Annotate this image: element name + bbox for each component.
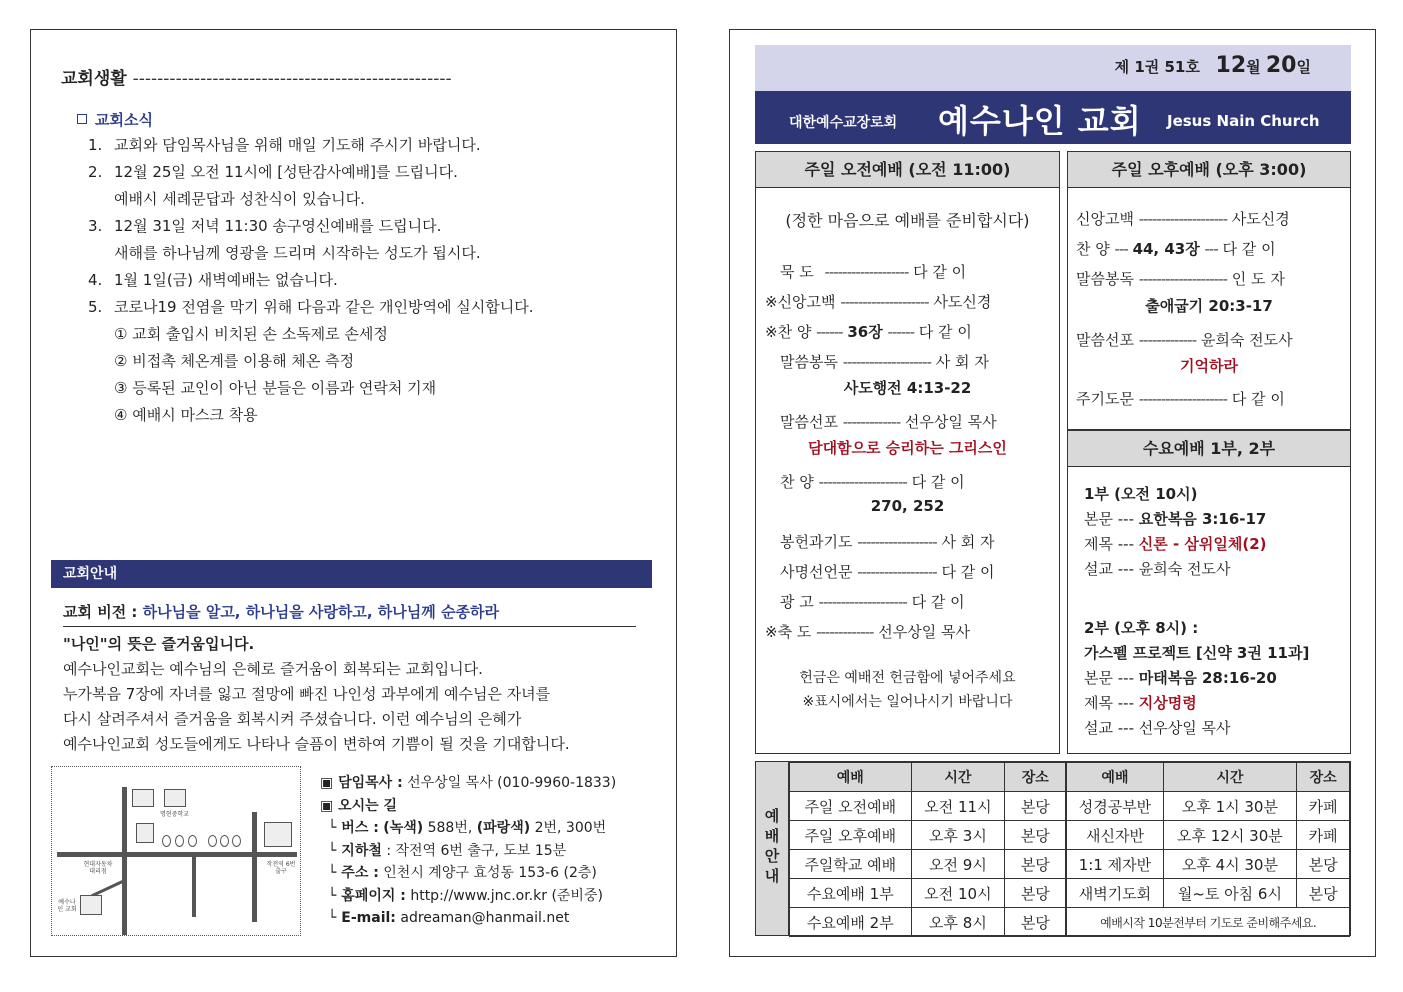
map-building-icon [132, 789, 154, 807]
table-row: 주일 오전예배 오전 11시 본당 성경공부반 오후 1시 30분 카페 [790, 792, 1350, 821]
map-label-church: 예수나인 교회 [57, 899, 77, 913]
pm-order-item: 말씀선포 ------------- 윤희숙 전도사 [1076, 331, 1293, 349]
am-order-item: ※축 도 ------------- 선우상일 목사 [765, 623, 970, 641]
map-road [57, 852, 297, 857]
pm-order-item: 찬 양 --- 44, 43장 --- 다 같 이 [1076, 240, 1276, 258]
am-order-item: 광 고 -------------------- 다 같 이 [780, 593, 965, 611]
wed-part2-heading: 2부 (오후 8시) : [1084, 619, 1199, 637]
location-map [51, 766, 301, 936]
vision-value: 하나님을 알고, 하나님을 사랑하고, 하나님께 순종하라 [142, 603, 499, 621]
issue-date: 제 1권 51호 12월 20일 [1114, 53, 1311, 78]
tree-icon [208, 835, 217, 847]
news-item-continued: 예배시 세례문답과 성찬식이 있습니다. [114, 190, 365, 208]
worship-schedule [755, 761, 1351, 936]
am-order-item: 봉헌과기도 ------------------ 사 회 자 [780, 533, 995, 551]
news-item: 4. 1월 1일(금) 새벽예배는 없습니다. [88, 271, 338, 289]
table-row: 수요예배 1부 오전 10시 본당 새벽기도회 월~토 아침 6시 본당 [790, 879, 1350, 908]
section-title-text: 교회생활 [61, 69, 127, 89]
pm-order-item: 신앙고백 -------------------- 사도신경 [1076, 210, 1290, 228]
homepage-line: └ 홈페이지 : http://www.jnc.or.kr (준비중) [328, 887, 603, 904]
news-list [88, 132, 668, 429]
bus-line: └ 버스 : (녹색) 588번, (파랑색) 2번, 300번 [328, 820, 607, 836]
church-building-icon [80, 895, 102, 915]
church-title-band [755, 91, 1351, 144]
denomination: 대한예수교장로회 [789, 115, 898, 131]
wed-part2-preacher: 설교 --- 선우상일 목사 [1084, 719, 1231, 737]
church-guide-header: 교회안내 [51, 560, 652, 588]
church-info [320, 772, 616, 930]
sunday-afternoon-service [1067, 151, 1351, 430]
tree-icon [188, 835, 197, 847]
wed-part1-heading: 1부 (오전 10시) [1084, 485, 1198, 503]
church-name-english: Jesus Nain Church [1167, 112, 1320, 130]
station-building-icon [264, 822, 292, 847]
issue-date-band [755, 45, 1351, 91]
am-hymns: 270, 252 [870, 497, 945, 515]
tree-icon [232, 835, 241, 847]
church-description: 예수나인교회는 예수님의 은혜로 즐거움이 회복되는 교회입니다. 누가복음 7장에 자녀를 잃고 절망에 빠진 나인성 과부에게 예수님은 자녀를 다시 살려주셔서 즐거움을 회복시켜 주셨습니다. 이런 예수님의 은혜가 예수나인교회 성도들에게도 나타나 슬픔이 변하여 기쁨이 될 것을 기대합니다. [63, 660, 570, 753]
map-building-icon [136, 823, 154, 843]
church-name: 예수나인 교회 [938, 102, 1142, 140]
pm-title: 주일 오후예배 (오후 3:00) [1068, 152, 1350, 188]
volume-number: 제 1권 51호 [1114, 58, 1200, 76]
table-header-row: 예배 시간 장소 예배 시간 장소 [790, 763, 1350, 792]
am-note-offering: 헌금은 예배전 헌금함에 넣어주세요 [799, 670, 1016, 686]
pastor-line: ▣ 담임목사 : 선우상일 목사 (010-9960-1833) [320, 775, 617, 791]
news-subitem: ② 비접촉 체온계를 이용해 체온 측정 [114, 352, 355, 370]
homepage-link[interactable]: http://www.jnc.or.kr (준비중) [410, 887, 603, 904]
table-row: 주일 오후예배 오후 3시 본당 새신자반 오후 12시 30분 카페 [790, 821, 1350, 850]
vision-label: 교회 비전 : [63, 603, 138, 621]
news-subitem: ③ 등록된 교인이 아닌 분들은 이름과 연락처 기재 [114, 379, 437, 397]
map-label-dealer: 현대자동차 대리점 [83, 861, 113, 875]
right-page [729, 29, 1376, 957]
directions-line: ▣ 오시는 길 [320, 797, 398, 814]
news-heading-text: 교회소식 [95, 111, 153, 129]
am-title: 주일 오전예배 (오전 11:00) [756, 152, 1059, 188]
am-order-item: 묵 도 ------------------- 다 같 이 [780, 263, 967, 281]
am-order-item: ※찬 양 ------ 36장 ------ 다 같 이 [765, 323, 972, 341]
am-order-item: ※신앙고백 -------------------- 사도신경 [765, 293, 992, 311]
am-order-item: 말씀선포 ------------- 선우상일 목사 [780, 413, 997, 431]
wed-title: 수요예배 1부, 2부 [1068, 431, 1350, 467]
news-item-continued: 새해를 하나님께 영광을 드리며 시작하는 성도가 됩시다. [114, 244, 481, 262]
schedule-note: 예배시작 10분전부터 기도로 준비해주세요. [1066, 908, 1349, 937]
wed-part1-text: 본문 --- 요한복음 3:16-17 [1084, 510, 1267, 528]
pm-order-item: 주기도문 -------------------- 다 같 이 [1076, 390, 1285, 408]
pm-order-item: 말씀봉독 -------------------- 인 도 자 [1076, 270, 1285, 288]
news-subitem: ④ 예배시 마스크 착용 [114, 406, 258, 424]
am-scripture: 사도행전 4:13-22 [843, 379, 972, 397]
wed-part1-title: 제목 --- 신론 - 삼위일체(2) [1084, 535, 1267, 553]
map-label-station: 작전역 6번 출구 [266, 861, 296, 875]
map-road [122, 787, 127, 936]
section-title [61, 64, 452, 89]
wed-part1-preacher: 설교 --- 윤희숙 전도사 [1084, 560, 1231, 578]
map-road [252, 812, 257, 922]
am-order-item: 말씀봉독 -------------------- 사 회 자 [780, 353, 989, 371]
wed-part2-course: 가스펠 프로젝트 [신약 3권 11과] [1084, 644, 1310, 662]
news-item: 5. 코로나19 전염을 막기 위해 다음과 같은 개인방역에 실시합니다. [88, 298, 534, 316]
tree-icon [175, 835, 184, 847]
subway-line: └ 지하철 : 작전역 6번 출구, 도보 15분 [328, 842, 567, 859]
pm-scripture: 출애굽기 20:3-17 [1145, 297, 1273, 315]
news-subitem: ① 교회 출입시 비치된 손 소독제로 손세정 [114, 325, 388, 343]
news-heading [77, 109, 153, 130]
map-road [192, 857, 196, 917]
tree-icon [220, 835, 229, 847]
email-link[interactable]: adreaman@hanmail.net [400, 910, 570, 926]
wednesday-service [1067, 430, 1351, 754]
am-order-item: 사명선언문 ------------------ 다 같 이 [780, 563, 995, 581]
wed-part2-title: 제목 --- 지상명령 [1084, 694, 1197, 712]
am-order-item: 찬 양 -------------------- 다 같 이 [780, 473, 965, 491]
email-line: └ E-mail: adreaman@hanmail.net [328, 910, 570, 926]
table-row: 수요예배 2부 오후 8시 본당 예배시작 10분전부터 기도로 준비해주세요. [790, 908, 1350, 937]
news-item: 3. 12월 31일 저녁 11:30 송구영신예배를 드립니다. [88, 217, 442, 235]
checkbox-square-icon [77, 114, 87, 124]
name-meaning: "나인"의 뜻은 즐거움입니다. [63, 635, 255, 653]
news-item: 2. 12월 25일 오전 11시에 [성탄감사예배]를 드립니다. [88, 163, 458, 181]
address-line: └ 주소 : 인천시 계양구 효성동 153-6 (2층) [328, 865, 597, 881]
tree-icon [162, 835, 171, 847]
am-sermon-title: 담대함으로 승리하는 그리스인 [808, 439, 1007, 457]
map-label-school: 명현중학교 [160, 811, 189, 818]
pm-sermon-title: 기억하라 [1180, 357, 1238, 375]
church-vision [63, 601, 636, 627]
section-title-dashes: ---------------------------------------------------- [132, 69, 452, 89]
map-building-icon [164, 789, 186, 807]
am-note-stand: ※표시에서는 일어나시기 바랍니다 [802, 694, 1013, 710]
schedule-side-label: 예 배 안 내 [756, 762, 789, 935]
table-row: 주일학교 예배 오전 9시 본당 1:1 제자반 오후 4시 30분 본당 [790, 850, 1350, 879]
am-intro: (정한 마음으로 예배를 준비합시다) [785, 211, 1030, 230]
left-page [30, 29, 677, 957]
schedule-table [789, 762, 1350, 937]
sunday-morning-service [755, 151, 1060, 754]
wed-part2-text: 본문 --- 마태복음 28:16-20 [1084, 669, 1277, 687]
news-item: 1. 교회와 담임목사님을 위해 매일 기도해 주시기 바랍니다. [88, 136, 481, 154]
